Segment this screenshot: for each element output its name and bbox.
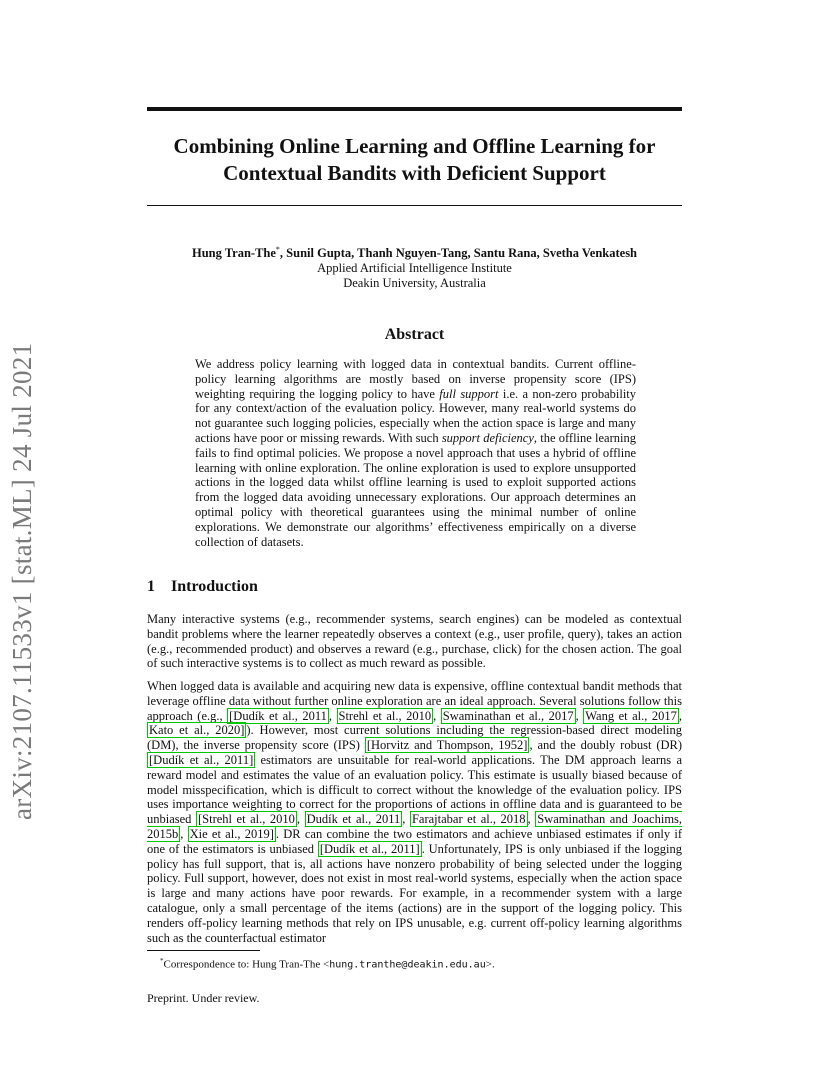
footnote-rule — [147, 950, 260, 951]
paper-title-line2: Contextual Bandits with Deficient Support — [223, 161, 606, 185]
paragraph-text: When logged data is available and acquiring new data is expensive, offline contextual bandit methods that leverage offline data without further online exploration are an ideal approach. Several solutions follow this approach (e.g., — [147, 679, 682, 723]
abstract-part: We address policy learning with logged data in contextual bandits. Current offline-policy learning algorithms are mostly based on inverse propensity score (IPS) weighting requiring the logging policy to have — [195, 357, 636, 401]
footnote — [160, 954, 495, 973]
author-block — [147, 242, 682, 291]
footnote-email[interactable]: hung.tranthe@deakin.edu.au — [329, 959, 486, 971]
paper-title-line1: Combining Online Learning and Offline Learning for — [173, 134, 656, 158]
citation-link[interactable]: Farajtabar et al., 2018 — [411, 812, 526, 827]
section-title: Introduction — [171, 578, 258, 595]
abstract-part: , the offline learning fails to find optimal policies. We propose a novel approach that uses a hybrid of offline learning with online exploration. The online exploration is used to explore unsupported actions in the logged data whilst offline learning is used to exploit supported actions from the logged data avoiding unnecessary explorations. Our approach determines an optimal policy with theoretical guarantees using the minimal number of online explorations. We demonstrate our algorithms’ effectiveness empirically on a diverse collection of datasets. — [195, 430, 636, 549]
intro-paragraph-2 — [147, 679, 682, 945]
citation-link[interactable]: [Horvitz and Thompson, 1952] — [366, 738, 528, 753]
citation-separator: , — [678, 708, 682, 723]
abstract-text — [195, 357, 636, 549]
citation-link[interactable]: Xie et al., 2019] — [189, 826, 274, 841]
footnote-text: Correspondence to: Hung Tran-The < — [163, 958, 330, 971]
paragraph-text: , and the doubly robust (DR) — [529, 738, 683, 753]
abstract-emphasis-full-support: full support — [439, 386, 499, 401]
paragraph-text: estimators are unsuitable for real-world applications. The DM approach learns a reward model and estimates the value of an evaluation policy. This estimate is usually biased because of model misspecification, which is difficult to correct without the knowledge of the evaluation policy. IPS uses importance weighting to correct for the proportions of actions in offline data and is guaranteed to be unbiased — [147, 752, 682, 827]
author-list — [147, 242, 682, 261]
citation-link[interactable]: Kato et al., 2020] — [149, 723, 245, 738]
correspondence-marker: * — [275, 245, 280, 254]
first-author: Hung Tran-The — [191, 246, 276, 261]
citation-separator: , — [296, 812, 305, 827]
citation-link[interactable]: [Dudík et al., 2011 — [229, 708, 327, 723]
citation-link[interactable]: [Dudík et al., 2011] — [319, 841, 420, 856]
title-top-rule — [147, 107, 682, 111]
other-authors: , Sunil Gupta, Thanh Nguyen-Tang, Santu Rana, Svetha Venkatesh — [279, 246, 638, 261]
preprint-note: Preprint. Under review. — [147, 991, 260, 1005]
citation-link[interactable]: Strehl et al., 2010 — [338, 708, 432, 723]
section-number: 1 — [147, 578, 155, 595]
affiliation-line2: Deakin University, Australia — [343, 276, 486, 291]
citation-separator: , — [575, 708, 584, 723]
citation-link[interactable]: Wang et al., 2017 — [585, 708, 677, 723]
citation-separator: , — [328, 708, 337, 723]
paragraph-text: . Unfortunately, IPS is only unbiased if the logging policy has full support, that is, all actions have nonzero probability of being selected under the logging policy. Full support, however, does not exist in most real-world systems, especially when the action space is large and many actions have poor rewards. For example, in a recommender system with a large catalogue, only a small percentage of the items (actions) are in the support of the logging policy. This renders off-policy learning methods that rely on IPS unusable, e.g. current off-policy learning algorithms such as the counterfactual estimator — [147, 841, 683, 945]
intro-paragraph-1: Many interactive systems (e.g., recommender systems, search engines) can be modeled as contextual bandit problems where the learner repeatedly observes a context (e.g., user profile, query), takes an action (e.g., recommended product) and observes a reward (e.g., purchase, click) for the chosen action. The goal of such interactive systems is to collect as much reward as possible. — [147, 612, 682, 671]
affiliation-line1: Applied Artificial Intelligence Institute — [317, 261, 512, 276]
citation-link[interactable]: Swaminathan and Joachims, 2015b — [147, 812, 683, 841]
citation-separator: , — [433, 708, 441, 723]
paragraph-text: ). However, most current solutions including the regression-based direct modeling (DM), the inverse propensity score (IPS) — [147, 723, 682, 753]
citation-separator: , — [527, 812, 536, 827]
paper-title — [147, 133, 682, 187]
footnote-marker: * — [160, 957, 164, 965]
citation-link[interactable]: Swaminathan et al., 2017 — [442, 708, 574, 723]
citation-link[interactable]: [Dudík et al., 2011] — [149, 752, 254, 767]
abstract-heading: Abstract — [384, 326, 445, 343]
paragraph-text: . DR can combine the two estimators and achieve unbiased estimates if only if one of the estimators is unbiased — [147, 826, 682, 856]
citation-link[interactable]: [Strehl et al., 2010 — [197, 812, 295, 827]
abstract-part: i.e. a non-zero probability for any context/action of the evaluation policy. However, many real-world systems do not guarantee such logging policies, especially when the action space is large and many actions have poor or missing rewards. With such — [195, 386, 637, 445]
footnote-end: >. — [485, 958, 495, 971]
citation-separator: , — [180, 826, 188, 841]
citation-link[interactable]: Dudík et al., 2011 — [306, 812, 401, 827]
section-heading-introduction — [147, 578, 258, 596]
citation-separator: , — [402, 812, 410, 827]
abstract-emphasis-support-deficiency: support deficiency — [441, 430, 534, 445]
arxiv-side-stamp: arXiv:2107.11533v1 [stat.ML] 24 Jul 2021 — [7, 342, 37, 820]
title-bottom-rule — [147, 205, 682, 206]
